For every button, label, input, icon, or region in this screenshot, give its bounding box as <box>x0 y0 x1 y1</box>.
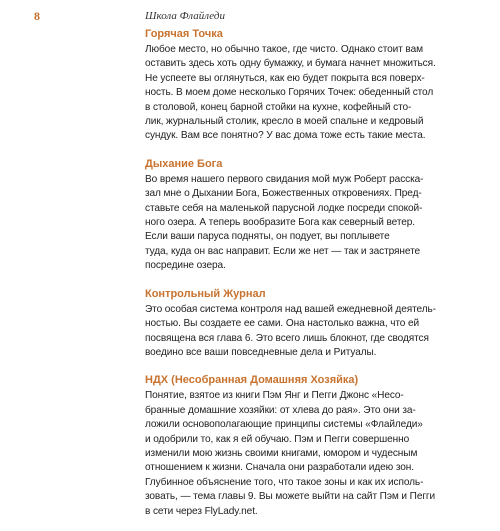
text-line: ставьте себя на маленькой парусной лодке посреди спокой- <box>145 202 423 214</box>
text-line: посредине озера. <box>145 260 226 272</box>
running-head: Школа Флайледи <box>145 10 225 22</box>
text-line: бранные домашние хозяйки: от хлева до рая». Это они за- <box>145 404 416 416</box>
text-line: ностью. Вы создаете ее сами. Она настолько важна, что ей <box>145 318 420 330</box>
entry-heading: Дыхание Бога <box>145 157 223 170</box>
text-line: ность. В моем доме несколько Горячих Точек: обеденный стол <box>145 87 434 99</box>
entry-text <box>145 303 436 361</box>
entry-heading: Горячая Точка <box>145 28 223 40</box>
entry-heading: НДХ (Несобранная Домашняя Хозяйка) <box>145 374 359 387</box>
text-line: Если ваши паруса подняты, он подует, вы поплывете <box>145 231 390 243</box>
text-line: Не успеете вы оглянуться, как ею будет покрыта вся поверх- <box>145 72 425 84</box>
text-line: зал мне о Дыхании Бога, Божественных откровениях. Пред- <box>145 188 422 200</box>
glossary-entry <box>145 27 436 144</box>
text-line: воедино все ваши повседневные дела и Ритуалы. <box>145 346 377 358</box>
text-line: Понятие, взятое из книги Пэм Янг и Пегги Джонс «Несо- <box>145 390 404 402</box>
text-line: туда, куда он вас направит. Если же нет — так и застрянете <box>145 245 420 257</box>
text-line: в столовой, конец барной стойки на кухне, кофейный сто- <box>145 101 412 113</box>
entry-text <box>145 173 424 274</box>
text-line: сундук. Вам все понятно? У вас дома тоже есть такие места. <box>145 130 426 142</box>
entry-text <box>145 43 436 144</box>
text-line: отношением к жизни. Сначала они разработали идею зон. <box>145 462 414 474</box>
text-line: Глубинное объяснение того, что такое зоны и как их исполь- <box>145 476 424 488</box>
glossary-entry <box>145 157 424 274</box>
text-line: зовать, — тема главы 9. Вы можете выйти на сайт Пэм и Пегги <box>145 491 436 503</box>
text-line: оставить здесь хоть одну бумажку, и бумага начнет множиться. <box>145 58 436 70</box>
text-line: и одобрили то, как я ей обучаю. Пэм и Пегги совершенно <box>145 433 410 445</box>
text-line: Во время нашего первого свидания мой муж Роберт расска- <box>145 173 424 185</box>
text-line: Любое место, но обычно такое, где чисто. Однако стоит вам <box>145 44 423 55</box>
page-number: 8 <box>34 9 40 23</box>
glossary-entry <box>145 373 436 519</box>
text-line: в сети через FlyLady.net. <box>145 505 258 517</box>
entry-heading: Контрольный Журнал <box>145 287 266 300</box>
text-line: лик, журнальный столик, кресло в моей спальне и кедровый <box>145 116 424 128</box>
glossary-content <box>145 27 436 531</box>
glossary-entry <box>145 287 436 361</box>
text-line: посвящена вся глава 6. Это всего лишь блокнот, где сводятся <box>145 332 429 344</box>
text-line: изменили мою жизнь своими книгами, юмором и чудесным <box>145 447 418 459</box>
text-line: ложили основополагающие принципы системы «Флайледи» <box>145 419 423 431</box>
text-line: Это особая система контроля над вашей ежедневной деятель- <box>145 303 436 315</box>
text-line: ного озера. А теперь вообразите Бога как северный ветер. <box>145 217 415 229</box>
